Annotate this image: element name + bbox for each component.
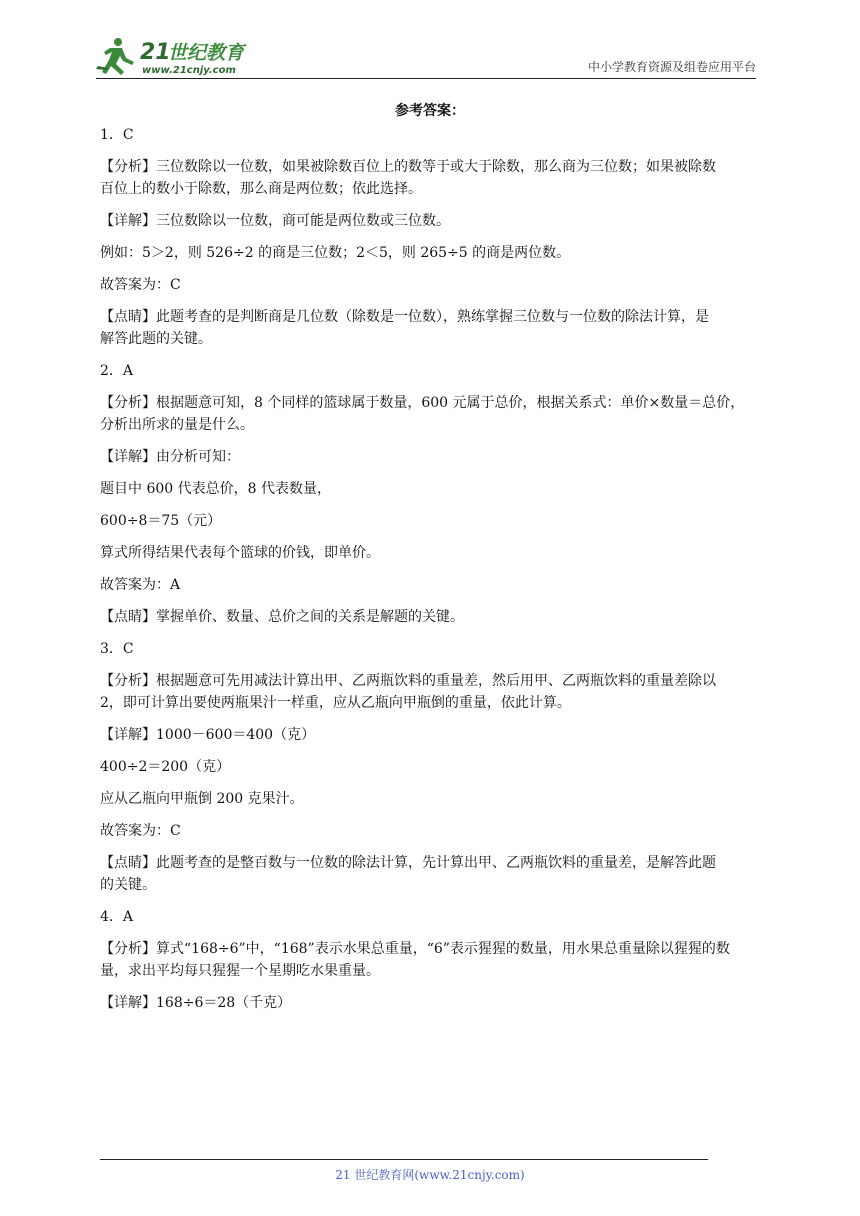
answer-line: 600÷8＝75（元）: [100, 513, 222, 529]
answer-line: 【点睛】此题考查的是判断商是几位数（除数是一位数），熟练掌握三位数与一位数的除法计算，是: [100, 309, 709, 325]
answer-title: 参考答案：: [395, 103, 465, 119]
answer-line: 2．A: [100, 363, 134, 379]
answer-line: 【详解】168÷6＝28（千克）: [100, 995, 292, 1011]
answer-line: 故答案为：C: [100, 823, 181, 839]
footer-divider: [100, 1159, 708, 1160]
header-divider: [96, 78, 756, 79]
answer-line: 2，即可计算出要使两瓶果汁一样重，应从乙瓶向甲瓶倒的重量，依此计算。: [100, 695, 571, 711]
answer-line: 例如：5＞2，则 526÷2 的商是三位数；2＜5，则 265÷5 的商是两位数。: [100, 245, 571, 261]
platform-tagline: 中小学教育资源及组卷应用平台: [587, 60, 756, 74]
answer-line: 【详解】1000－600＝400（克）: [100, 727, 316, 743]
answer-line: 3．C: [100, 641, 134, 657]
answer-content: [100, 124, 764, 1014]
answer-line: 百位上的数小于除数，那么商是两位数；依此选择。: [100, 181, 422, 197]
answer-line: 【点睛】此题考查的是整百数与一位数的除法计算，先计算出甲、乙两瓶饮料的重量差，是解答此题: [100, 855, 716, 871]
answer-line: 的关键。: [100, 877, 156, 893]
svg-text:世纪教育: 世纪教育: [168, 42, 245, 64]
answer-line: 400÷2＝200（克）: [100, 759, 231, 775]
answer-line: 算式所得结果代表每个篮球的价钱，即单价。: [100, 545, 380, 561]
answer-line: 题目中 600 代表总价，8 代表数量，: [100, 481, 331, 497]
answer-line: 【分析】三位数除以一位数，如果被除数百位上的数等于或大于除数，那么商为三位数；如果被除数: [100, 159, 716, 175]
answer-line: 故答案为：C: [100, 277, 181, 293]
answer-line: 4．A: [100, 909, 134, 925]
answer-line: 分析出所求的量是什么。: [100, 417, 254, 433]
answer-line: 【分析】算式“168÷6”中，“168”表示水果总重量，“6”表示猩猩的数量，用水果总重量除以猩猩的数: [100, 941, 730, 957]
page-header: [96, 36, 756, 78]
answer-line: 量，求出平均每只猩猩一个星期吃水果重量。: [100, 963, 380, 979]
answer-line: 1．C: [100, 127, 134, 143]
logo-url: www.21cnjy.com: [142, 65, 236, 76]
footer-source[interactable]: 21 世纪教育网(www.21cnjy.com): [335, 1168, 525, 1182]
answer-line: 故答案为：A: [100, 577, 181, 593]
answer-line: 解答此题的关键。: [100, 331, 212, 347]
answer-line: 【点睛】掌握单价、数量、总价之间的关系是解题的关键。: [100, 609, 464, 625]
answer-line: 【详解】三位数除以一位数，商可能是两位数或三位数。: [100, 213, 450, 229]
runner-icon: [96, 38, 134, 75]
answer-line: 【分析】根据题意可知，8 个同样的篮球属于数量，600 元属于总价，根据关系式：单价×数量＝总价，: [100, 395, 745, 411]
answer-line: 【分析】根据题意可先用减法计算出甲、乙两瓶饮料的重量差，然后用甲、乙两瓶饮料的重量差除以: [100, 673, 716, 689]
answer-line: 【详解】由分析可知：: [100, 449, 240, 465]
answer-line: 应从乙瓶向甲瓶倒 200 克果汁。: [100, 791, 304, 807]
site-logo: [96, 36, 266, 78]
svg-text:21: 21: [140, 40, 171, 65]
